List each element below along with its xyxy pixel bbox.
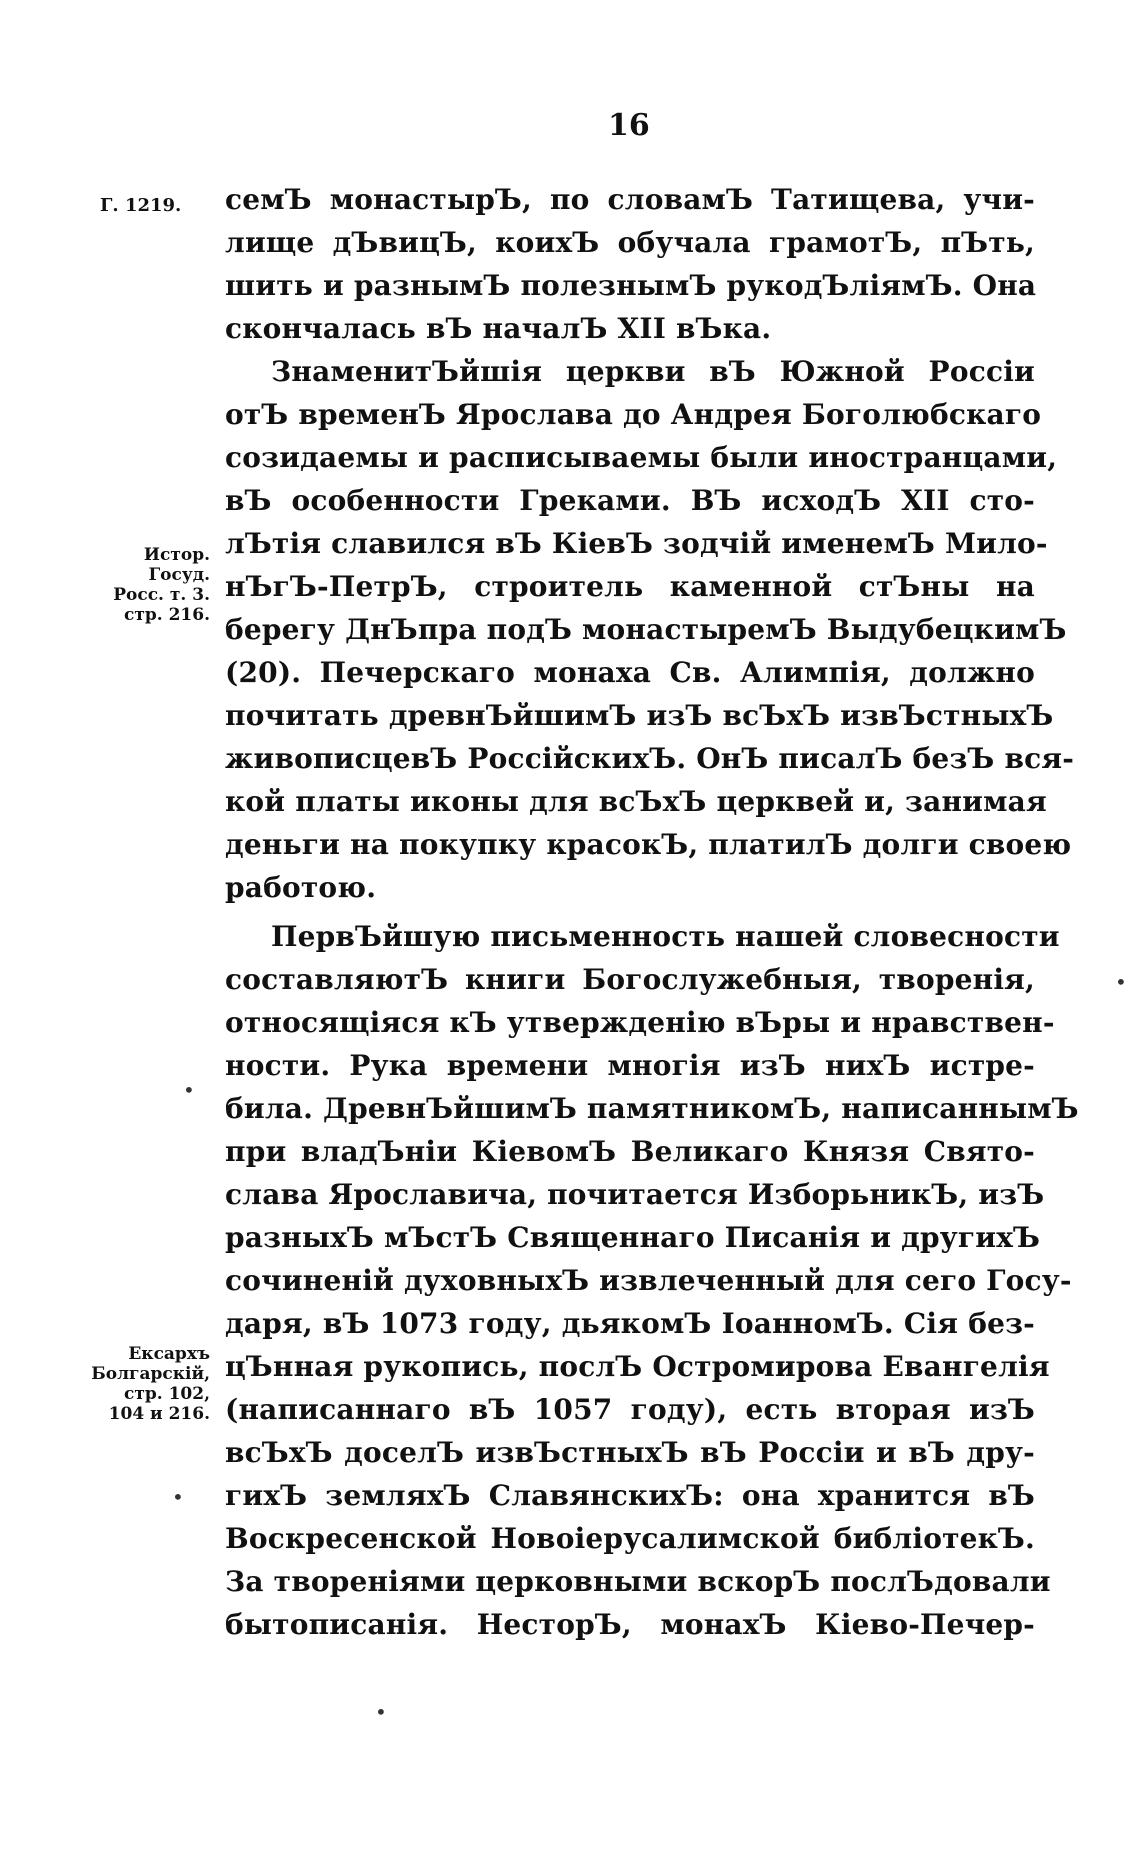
text-line: вЪ особенности Греками. ВЪ исходЪ XII сто- <box>225 484 1035 517</box>
text-line: лище дЪвицЪ, коихЪ обучала грамотЪ, пЪть, <box>225 226 1035 259</box>
text-line: лЪтія славился вЪ КіевЪ зодчій именемЪ Мило- <box>225 527 1048 560</box>
text-line: работою. <box>225 871 377 904</box>
text-line: нЪгЪ-ПетрЪ, строитель каменной стЪны на <box>225 570 1035 603</box>
text-line: (20). Печерскаго монаха Св. Алимпія, должно <box>225 656 1035 689</box>
text-line: относящіяся кЪ утвержденію вЪры и нравствен- <box>225 1006 1055 1039</box>
text-line: семЪ монастырЪ, по словамЪ Татищева, учи- <box>225 183 1035 216</box>
scan-speck: • <box>1115 970 1127 994</box>
text-line: (написаннаго вЪ 1057 году), есть вторая изЪ <box>225 1393 1035 1426</box>
text-line: ПервЪйшую письменность нашей словесности <box>271 920 1060 953</box>
text-line: гихЪ земляхЪ СлавянскихЪ: она хранится вЪ <box>225 1479 1035 1512</box>
margin-note-line: Истор. <box>143 545 210 565</box>
text-line: За твореніями церковными вскорЪ послЪдовали <box>225 1565 1051 1598</box>
text-line: отЪ временЪ Ярослава до Андрея Боголюбскаго <box>225 398 1042 431</box>
text-line: бытописанія. НесторЪ, монахЪ Кіево-Печер- <box>225 1608 1035 1641</box>
scan-speck: • <box>183 1078 195 1102</box>
margin-note-line: Росс. т. 3. <box>113 585 210 605</box>
text-line: берегу ДнЪпра подЪ монастыремЪ ВыдубецкимЪ <box>225 613 1067 646</box>
text-line: скончалась вЪ началЪ XII вЪка. <box>225 312 772 345</box>
margin-note-line: Болгарскій, <box>91 1364 210 1384</box>
text-line: шить и разнымЪ полезнымЪ рукодЪліямЪ. Она <box>225 269 1037 302</box>
text-line: созидаемы и расписываемы были иностранцами, <box>225 441 1058 474</box>
text-line: почитать древнЪйшимЪ изЪ всЪхЪ извЪстныхЪ <box>225 699 1054 732</box>
margin-note-line: 104 и 216. <box>108 1404 210 1424</box>
scan-speck: • <box>172 1485 184 1509</box>
margin-note-line: Ексархъ <box>128 1344 210 1364</box>
margin-note-line: стр. 216. <box>123 605 210 625</box>
text-line: разныхЪ мЪстЪ Священнаго Писанія и другихЪ <box>225 1221 1041 1254</box>
text-line: сочиненій духовныхЪ извлеченный для сего Госу- <box>225 1264 1072 1297</box>
page-number: 16 <box>608 108 650 143</box>
text-line: кой платы иконы для всЪхЪ церквей и, занимая <box>225 785 1047 818</box>
text-line: деньги на покупку красокЪ, платилЪ долги своею <box>225 828 1072 861</box>
margin-note-line: Госуд. <box>148 565 210 585</box>
margin-note-citation <box>60 545 210 625</box>
margin-note-year: Г. 1219. <box>100 195 182 216</box>
text-line: ЗнаменитЪйшія церкви вЪ Южной Россіи <box>271 355 1035 388</box>
text-line: даря, вЪ 1073 году, дьякомЪ ІоанномЪ. Сія без- <box>225 1307 1035 1340</box>
text-line: цЪнная рукопись, послЪ Остромирова Евангелія <box>225 1350 1050 1383</box>
scan-speck: • <box>375 1700 387 1724</box>
margin-note-line: стр. 102, <box>123 1384 210 1404</box>
body-text <box>225 178 1079 1646</box>
text-line: ности. Рука времени многія изЪ нихЪ истре- <box>225 1049 1035 1082</box>
text-line: слава Ярославича, почитается ИзборьникЪ, изЪ <box>225 1178 1045 1211</box>
text-line: составляютЪ книги Богослужебныя, творенія, <box>225 963 1035 996</box>
text-line: при владЪніи КіевомЪ Великаго Князя Свято- <box>225 1135 1035 1168</box>
text-line: живописцевЪ РоссійскихЪ. ОнЪ писалЪ безЪ вся- <box>225 742 1075 775</box>
text-line: Воскресенской Новоіерусалимской библіотекЪ. <box>225 1522 1035 1555</box>
margin-note-citation <box>55 1344 210 1424</box>
text-line: всЪхЪ доселЪ извЪстныхЪ вЪ Россіи и вЪ дру- <box>225 1436 1035 1469</box>
text-line: била. ДревнЪйшимЪ памятникомЪ, написаннымЪ <box>225 1092 1079 1125</box>
